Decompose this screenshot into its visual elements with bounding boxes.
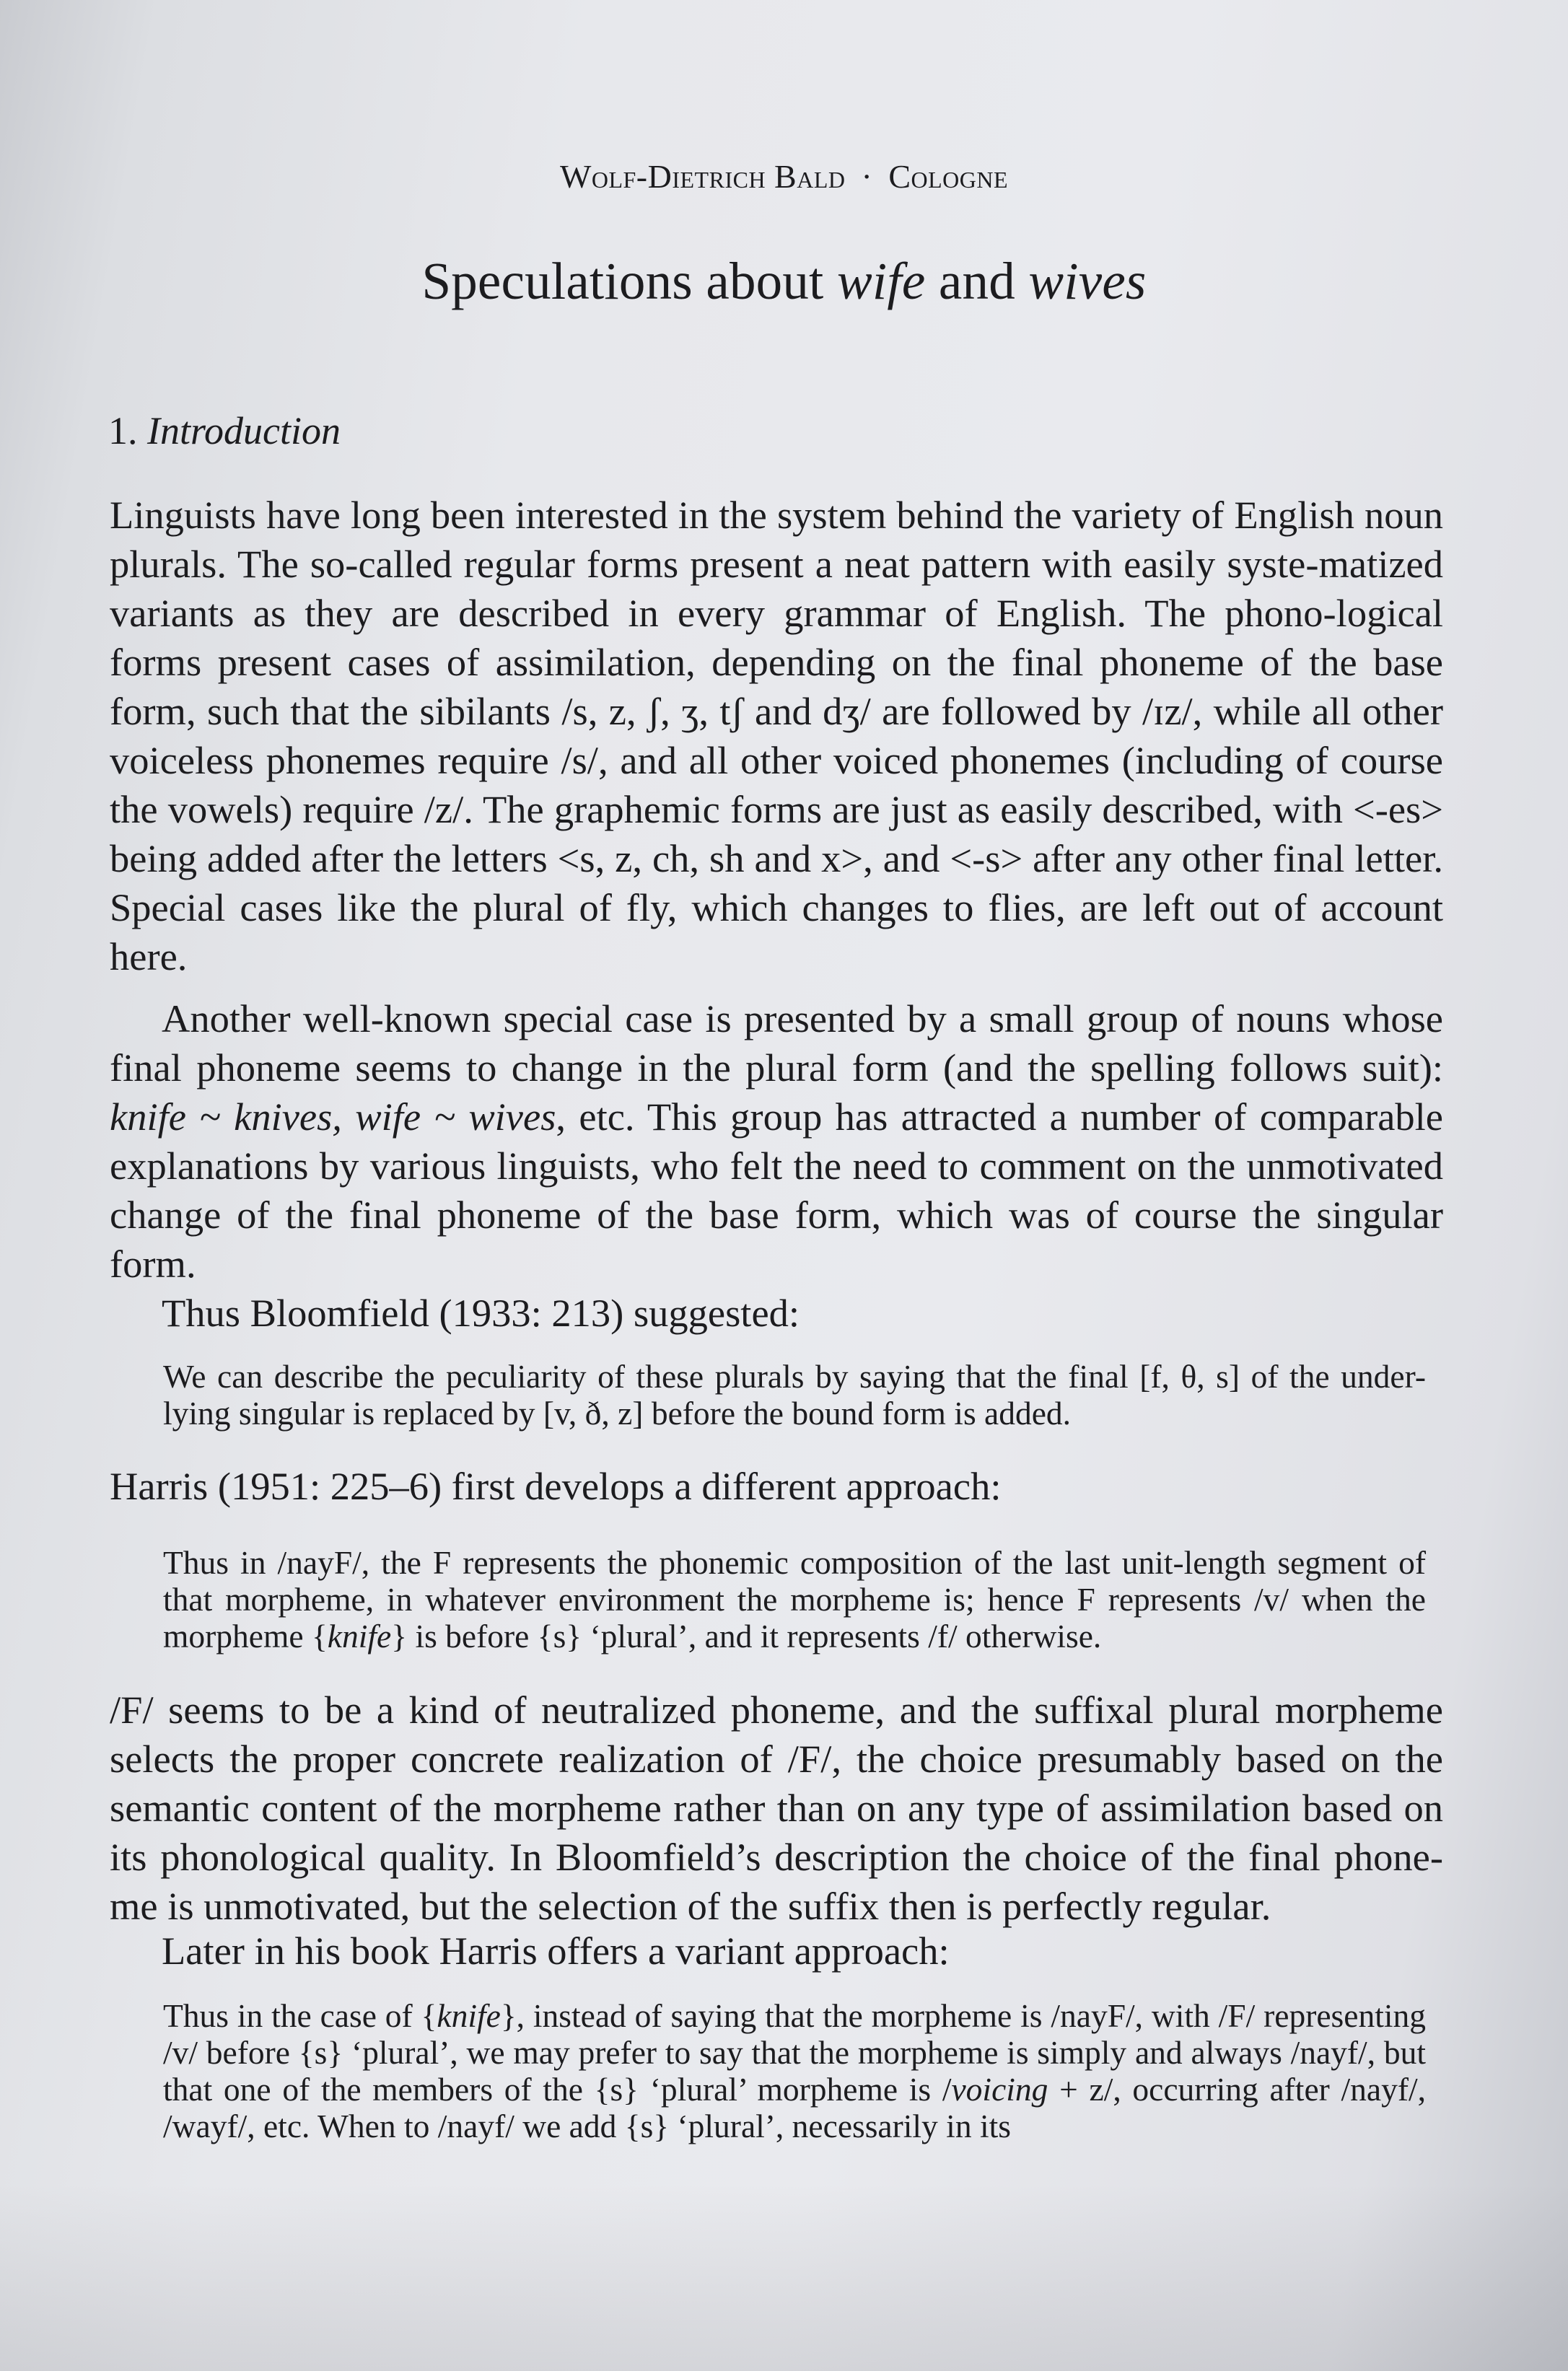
paragraph-1: Linguists have long been interested in the system behind the variety of English noun plurals. The so-called regular forms present a neat pattern with easily syste-matized variants as they are described in every grammar of English. The phono-logical forms present cases of assimilation, depending on the final phoneme of the base form, such that the sibilants /s, z, ʃ, ʒ, tʃ and dʒ/ are followed by /ɪz/, while all other voiceless phonemes require /s/, and all other voiced phonemes (including of course the vowels) require /z/. The graphemic forms are just as easily described, with <-es> being added after the letters <s, z, ch, sh and x>, and <-s> after any other final letter. Special cases like the plural of fly, which changes to flies, are left out of account here.	[110, 493, 1443, 978]
paragraph-3: Thus Bloomfield (1933: 213) suggested:	[162, 1291, 800, 1335]
running-head-separator: ·	[861, 158, 873, 195]
paragraph-2-examples: knife ~ knives, wife ~ wives	[110, 1095, 556, 1139]
paragraph-5: /F/ seems to be a kind of neutralized phoneme, and the suffixal plural morpheme selects the proper concrete realization of /F/, the choice presumably based on the semantic content of the morpheme rather than on any type of assimilation based on its phonological quality. In Bloomfield’s description the choice of the final phone-me is unmotivated, but the selection of the suffix then is perfectly regular.	[110, 1688, 1443, 1928]
paragraph-2-text-a: Another well-known special case is presented by a small group of nouns whose final phoneme seems to change in the plural form (and the spelling follows suit):	[110, 996, 1443, 1090]
running-head-place: Cologne	[888, 158, 1009, 195]
running-head	[0, 157, 1568, 196]
quote-3-text-a: Thus in the case of {	[163, 1997, 437, 2034]
section-title: Introduction	[147, 409, 341, 452]
paragraph-2	[110, 994, 1443, 1289]
block-quote-harris-1	[163, 1544, 1426, 1655]
section-number: 1.	[108, 409, 147, 452]
quote-3-voicing: voicing	[951, 2071, 1048, 2108]
title-text-1: Speculations about	[421, 252, 837, 310]
paragraph-4: Harris (1951: 225–6) first develops a different approach:	[110, 1464, 1002, 1508]
running-head-author: Wolf-Dietrich Bald	[559, 158, 846, 195]
paragraph-6: Later in his book Harris offers a variant approach:	[162, 1929, 950, 1973]
quote-3-text-b: }, instead of saying that the morpheme is /nayF/, with /F/ representing /v/ before {s} ‘plural’, we may prefer to say that the morpheme is simply and always /nayf/, but that one of the members of the {s} ‘plural’ morpheme is /	[163, 1997, 1426, 2108]
block-quote-harris-2	[163, 1997, 1426, 2144]
quote-2-knife: knife	[327, 1618, 392, 1655]
quote-3-text-c: + z/, occurring after /nayf/, /wayf/, etc. When to /nayf/ we add {s} ‘plural’, necessarily in its	[163, 2071, 1427, 2144]
title-text-2: and	[925, 252, 1029, 310]
quote-2-text-a: Thus in /nayF/, the F represents the phonemic composition of the last unit-length segment of that morpheme, in whatever environment the morpheme is; hence F represents /v/ when the morpheme {	[163, 1544, 1426, 1655]
block-quote-bloomfield: We can describe the peculiarity of these plurals by saying that the final [f, θ, s] of the under-lying singular is replaced by [v, ð, z] before the bound form is added.	[163, 1358, 1426, 1432]
title-word-wives: wives	[1028, 252, 1147, 310]
article-title	[0, 251, 1568, 312]
quote-3-knife: knife	[437, 1997, 501, 2034]
title-word-wife: wife	[836, 252, 926, 310]
paragraph-2-text-b: , etc. This group has attracted a number of comparable explanations by various linguists, who felt the need to comment on the unmotivated change of the final phoneme of the base form, which was of course the singular form.	[110, 1095, 1443, 1286]
section-heading	[108, 408, 341, 453]
quote-2-text-b: } is before {s} ‘plural’, and it represents /f/ otherwise.	[391, 1618, 1102, 1655]
